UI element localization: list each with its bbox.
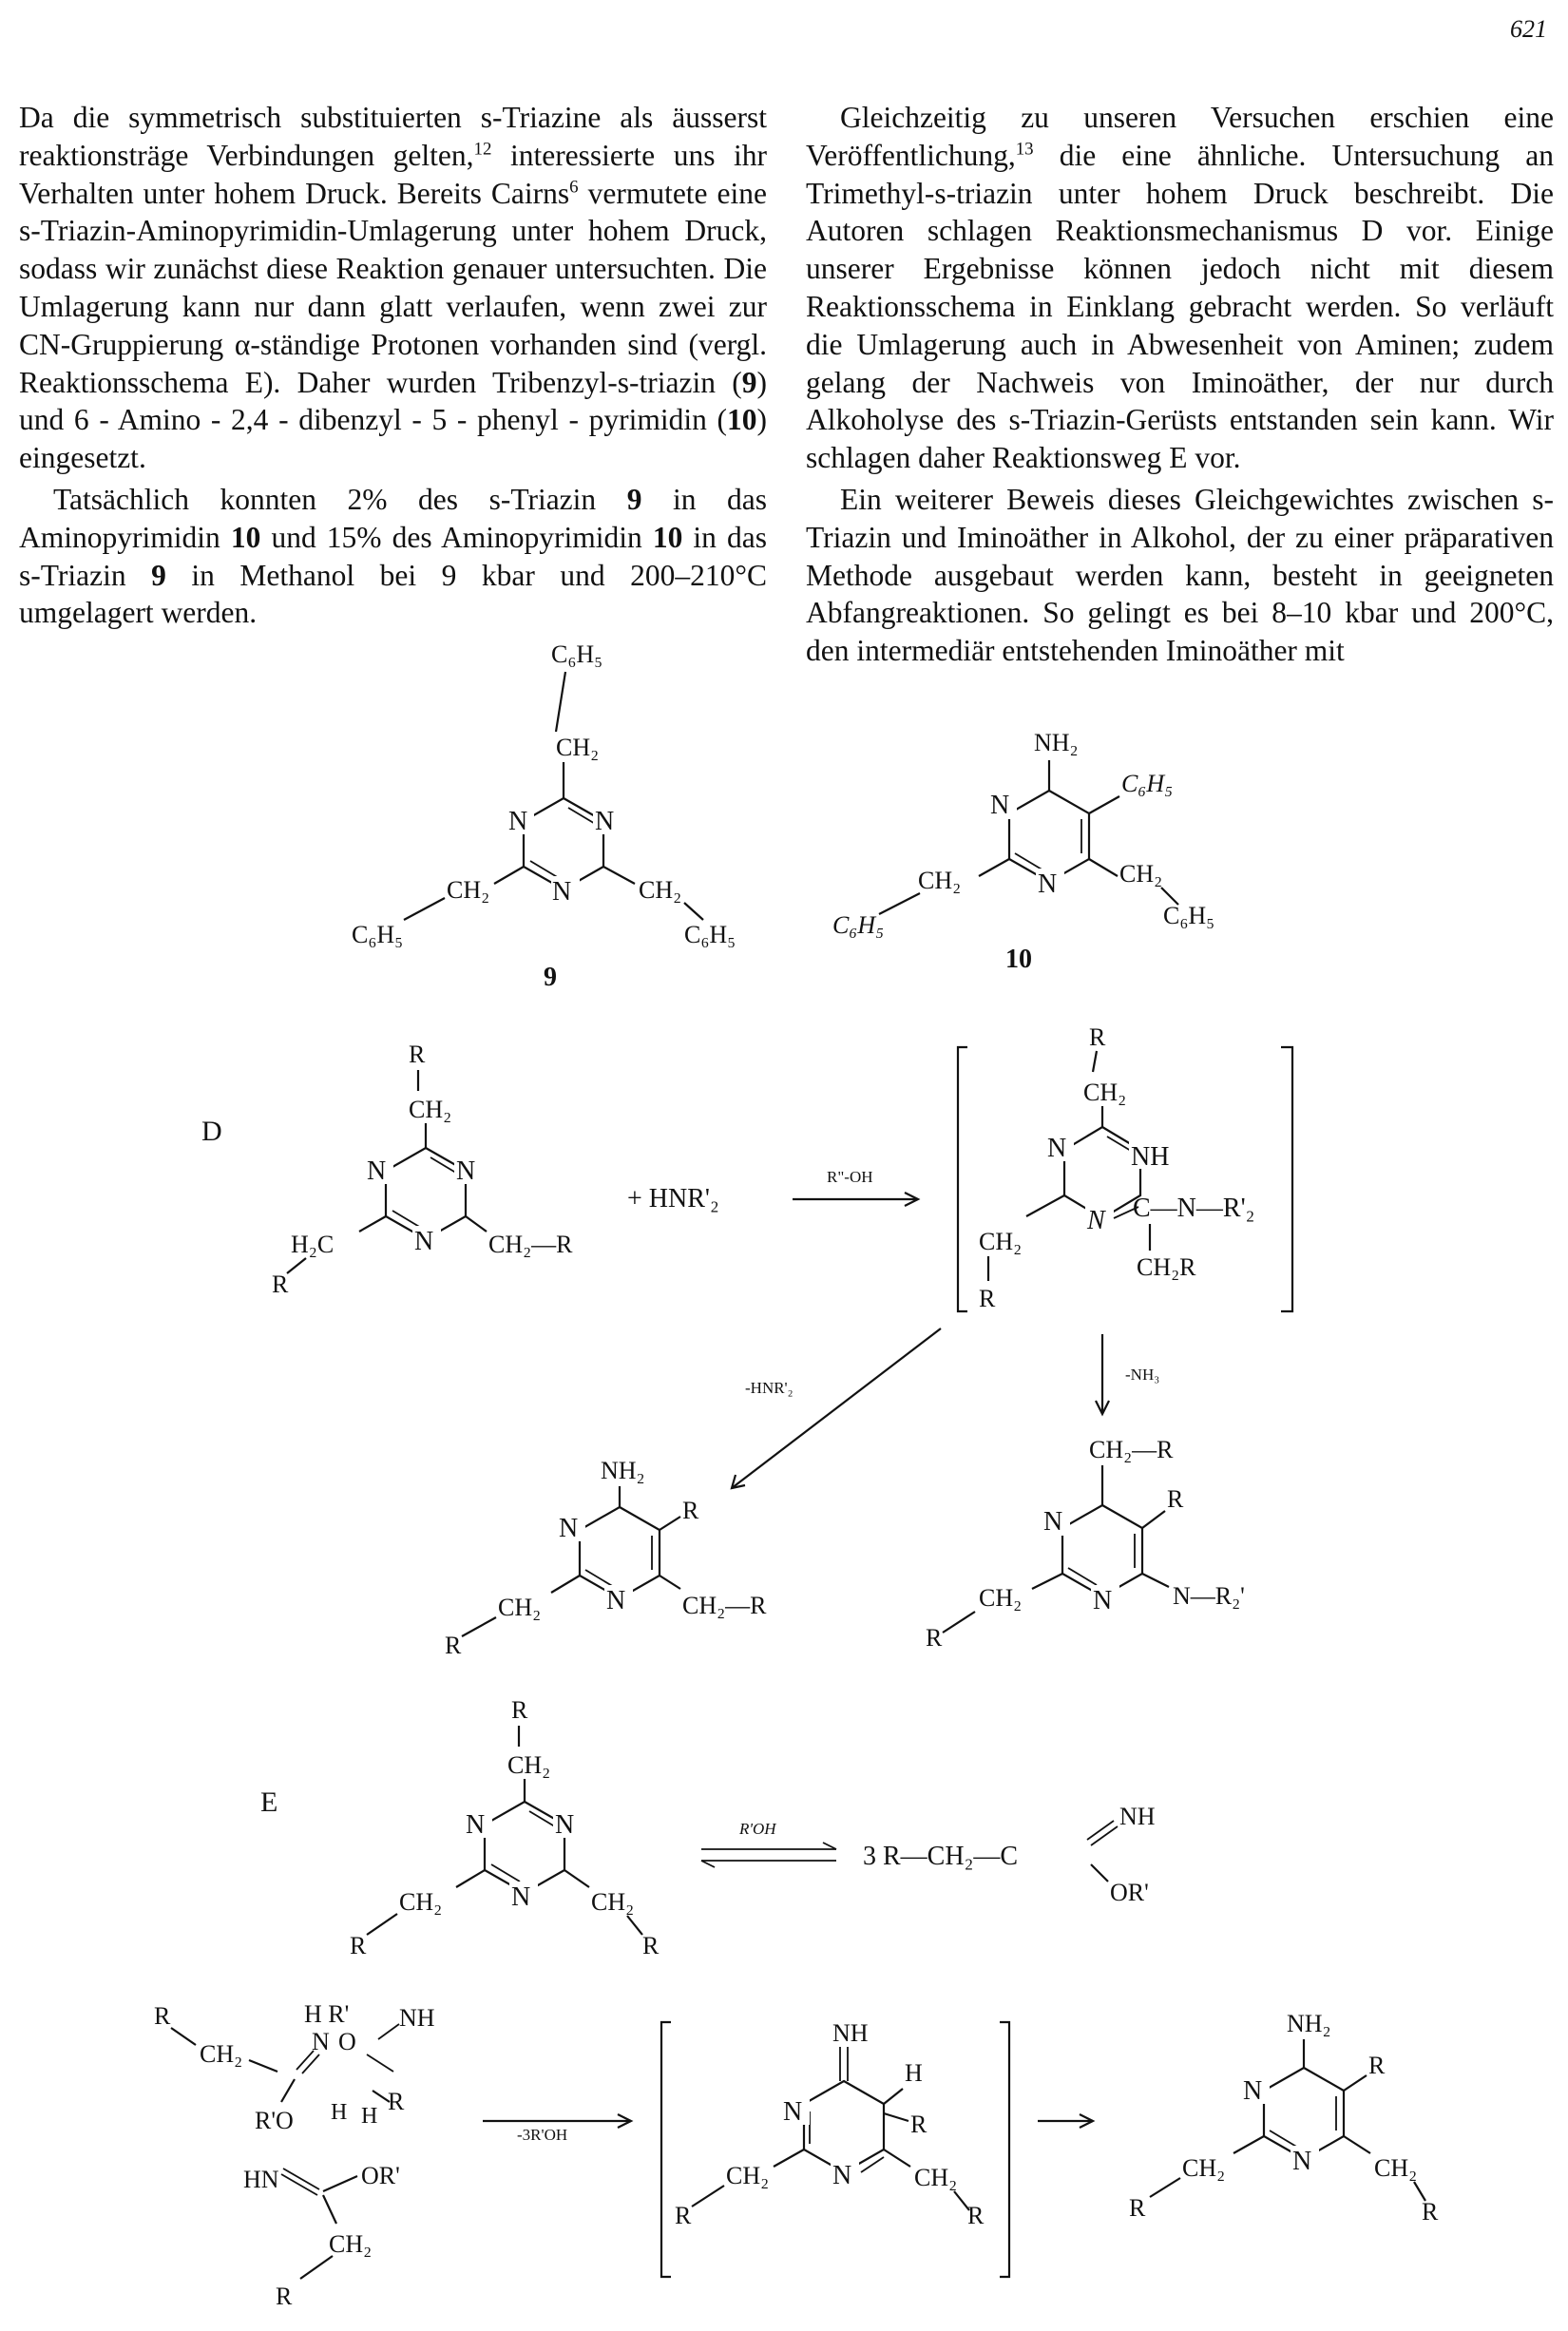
iminoether-product: 3 R—CH₂—C — [863, 1842, 1019, 1871]
r-label: R — [1129, 2194, 1146, 2222]
ring-n: N — [1043, 1507, 1063, 1537]
nh2-label: NH₂ — [601, 1457, 645, 1484]
ch2-label: CH₂ — [447, 876, 490, 904]
text-run: in das Aminopyrimidin — [19, 482, 767, 554]
ch2-label: CH₂ — [409, 1096, 452, 1123]
ch2-r-label: CH₂—R — [682, 1592, 767, 1619]
ring-n: N — [1292, 2147, 1312, 2176]
bond — [1344, 2075, 1367, 2091]
bond — [774, 2149, 804, 2167]
ch2-label: CH₂ — [399, 1888, 443, 1916]
bond — [884, 2149, 910, 2167]
compound-ref: 10 — [230, 520, 261, 554]
bond — [1089, 859, 1118, 876]
scheme-e — [154, 1696, 1439, 2310]
text-run: Da die symmetrisch substituierten s-Triazine als äusserst reaktionsträge Verbindungen gelten, — [19, 101, 767, 172]
bond — [323, 2195, 336, 2224]
double-bond — [302, 2054, 319, 2073]
ch2-r-label: CH₂—R — [488, 1231, 573, 1258]
bond — [627, 1916, 642, 1935]
double-bond — [1015, 853, 1043, 870]
double-bond — [1068, 1568, 1097, 1585]
ch2-label: CH₂ — [1374, 2154, 1418, 2182]
ch2-label: CH₂ — [200, 2040, 243, 2068]
ring-n: N — [1087, 1206, 1105, 1235]
nh2-label: NH₂ — [1034, 729, 1079, 756]
double-bond — [585, 1570, 614, 1587]
loss-label: -NH₃ — [1125, 1366, 1160, 1384]
bond — [564, 1870, 589, 1887]
compound-ref: 9 — [626, 482, 642, 516]
bond — [1142, 1511, 1165, 1528]
double-bond — [530, 861, 559, 878]
carbon-substituent: C—N—R'₂ — [1133, 1194, 1255, 1223]
c6h5-label: C₆H₅ — [551, 640, 603, 668]
reference-marker: 6 — [569, 177, 579, 198]
bond — [367, 1914, 397, 1935]
ring-n: N — [466, 1810, 486, 1840]
text-run: die eine ähnliche. Untersuchung an Trimethyl-s-triazin unter hohem Druck beschreibt. Die Autoren schlagen Reaktionsmechanismus D vor. Einige unserer Ergebnisse können jedoch nicht mit diesem Reaktionsschema in Einklang gebracht werden. So verläuft die Umlagerung auch in Abwesenheit von Aminen; zudem gelang der Nachweis von Iminoäther, der nur durch Alkoholyse des s-Triazin-Gerüsts entstanden sein kann. Wir schlagen daher Reaktionsweg E vor. — [806, 138, 1554, 475]
bond — [359, 1216, 386, 1232]
bond — [1093, 1051, 1097, 1072]
ring-n: N — [1093, 1586, 1113, 1615]
scheme-d-label: D — [201, 1116, 222, 1147]
bond — [367, 2054, 393, 2072]
nh-label: NH — [1119, 1803, 1156, 1830]
ch2-label: CH₂ — [639, 876, 682, 904]
ring-n: N — [990, 791, 1010, 820]
bond — [494, 867, 524, 884]
double-bond — [491, 1864, 520, 1882]
bond — [884, 2089, 903, 2104]
ring-n: N — [832, 2161, 852, 2190]
ring-n: N — [456, 1156, 476, 1186]
bond — [603, 867, 635, 884]
nh-label: NH — [832, 2019, 869, 2047]
triazine-ring — [386, 1148, 466, 1239]
ch2-label: CH₂ — [1182, 2154, 1226, 2182]
bond — [879, 893, 920, 914]
compound-9-label: 9 — [544, 963, 557, 992]
double-bond — [1270, 2130, 1298, 2148]
r-label: R — [1422, 2198, 1439, 2226]
r-label: R — [979, 1285, 996, 1312]
ring-n: N — [555, 1810, 575, 1840]
h2c-label: H₂C — [291, 1231, 335, 1258]
scheme-d — [201, 1023, 1292, 1659]
arrow-label: -3R'OH — [517, 2126, 568, 2144]
ring-n: N — [367, 1156, 387, 1186]
bond — [323, 2176, 357, 2191]
triazine-ring — [524, 798, 603, 889]
text-run: Tatsächlich konnten 2% des s-Triazin — [53, 482, 627, 516]
n-r2-label: N—R₂' — [1173, 1582, 1245, 1610]
arrowhead — [701, 1861, 715, 1867]
bond — [281, 2079, 295, 2102]
ch2-label: CH₂ — [918, 867, 962, 894]
arrowhead — [823, 1843, 836, 1849]
ring-n: N — [508, 807, 528, 836]
bond — [692, 2186, 724, 2207]
r-label: R — [1167, 1485, 1184, 1513]
bond — [1233, 2136, 1264, 2153]
text-run: in das s-Triazin — [19, 520, 767, 592]
bond — [551, 1576, 580, 1593]
text-run: Gleichzeitig zu unseren Versuchen erschien eine Veröffentlichung, — [806, 101, 1554, 172]
ring-n: N — [511, 1882, 531, 1912]
bracket-right — [1000, 2022, 1009, 2277]
h-label: H — [331, 2100, 348, 2125]
pyrimidine-ring — [1009, 791, 1089, 882]
r-label: R — [276, 2283, 293, 2310]
bond — [1142, 1574, 1169, 1587]
ch2-label: CH₂ — [556, 734, 600, 761]
c6h5-label: C₆H₅ — [684, 921, 736, 948]
reaction-arrow — [732, 1328, 941, 1488]
pyrimidine-ring — [1264, 2068, 1344, 2159]
ring-n: N — [1243, 2076, 1263, 2106]
ch2-label: CH₂ — [979, 1584, 1023, 1612]
c6h5-label: C₆H₅ — [1163, 902, 1215, 929]
ch2-label: CH₂ — [1083, 1079, 1127, 1106]
r-label: R — [1089, 1023, 1106, 1051]
pyrimidine-ring — [1062, 1505, 1142, 1596]
compound-ref: 10 — [727, 403, 757, 437]
scheme-e-label: E — [260, 1786, 278, 1818]
bond — [456, 1870, 485, 1887]
r-prime-o-label: R'O — [255, 2107, 294, 2134]
h-label: H — [905, 2059, 923, 2087]
double-bond — [392, 1211, 421, 1228]
r-label: R — [926, 1624, 943, 1652]
r-label: R — [272, 1271, 289, 1298]
hn-label: HN — [243, 2166, 279, 2193]
r-label: R — [511, 1696, 528, 1724]
bond — [884, 2113, 908, 2121]
reagent-label: + HNR'₂ — [627, 1184, 719, 1213]
bond — [1032, 1574, 1062, 1589]
arrow-label: R"-OH — [827, 1168, 873, 1186]
text-run: ) eingesetzt. — [19, 403, 767, 475]
bond — [660, 1517, 680, 1530]
r-label: R — [642, 1932, 660, 1959]
reference-marker: 12 — [473, 139, 492, 160]
ring-n: N — [1047, 1134, 1067, 1163]
pyrimidine-ring — [580, 1507, 660, 1598]
nh-label: NH — [399, 2004, 435, 2032]
ch2-label: CH₂ — [1119, 860, 1163, 888]
r-label: R — [675, 2202, 692, 2229]
bond — [1344, 2136, 1370, 2153]
ring-n: N — [1038, 869, 1058, 899]
nh2-label: NH₂ — [1287, 2010, 1331, 2037]
nh-label: NH — [1131, 1142, 1170, 1172]
ring-n: N — [783, 2097, 803, 2127]
ch2-label: CH₂ — [979, 1228, 1023, 1255]
r-label: R — [409, 1041, 426, 1068]
bond — [287, 1258, 306, 1273]
bond — [684, 903, 703, 920]
r-label: R — [682, 1497, 699, 1524]
compound-10-label: 10 — [1005, 945, 1032, 974]
ring-n: N — [606, 1586, 626, 1615]
bond — [300, 2256, 333, 2279]
ch2r-label: CH₂R — [1137, 1253, 1196, 1281]
text-run: in Methanol bei 9 kbar und 200–210°C umgelagert werden. — [19, 558, 767, 630]
or-label: OR' — [1110, 1879, 1149, 1906]
n-label: N — [312, 2028, 330, 2055]
arrow-label: R'OH — [739, 1820, 776, 1838]
dihydropyrimidine-ring — [804, 2081, 884, 2172]
compound-ref: 10 — [652, 520, 683, 554]
ch2-label: CH₂ — [914, 2164, 958, 2191]
ch2-label: CH₂ — [591, 1888, 635, 1916]
bond — [171, 2028, 196, 2045]
double-bond — [1087, 1821, 1114, 1840]
double-bond — [378, 2024, 399, 2039]
r-label: R — [388, 2088, 405, 2115]
triazine-ring — [485, 1802, 564, 1893]
ch2-label: CH₂ — [329, 2230, 373, 2258]
double-bond — [568, 808, 597, 825]
r-label: R — [910, 2111, 927, 2138]
bond — [1089, 796, 1119, 813]
bond — [1091, 1864, 1108, 1882]
c6h5-label: C₆H₅ — [832, 911, 885, 939]
r-label: R — [445, 1632, 462, 1659]
bracket-right — [1281, 1047, 1292, 1311]
c6h5-label: C₆H₅ — [352, 921, 404, 948]
r-label: R — [350, 1932, 367, 1959]
compound-ref: 9 — [151, 558, 166, 592]
bond — [1150, 2178, 1180, 2197]
ch2-label: CH₂ — [498, 1594, 542, 1621]
double-bond — [1091, 1826, 1118, 1845]
text-run: ) und 6 - Amino - 2,4 - dibenzyl - 5 - phenyl - pyrimidin ( — [19, 365, 767, 437]
compound-10-structure — [832, 729, 1214, 974]
page-number: 621 — [1510, 15, 1547, 43]
loss-label: -HNR'₂ — [745, 1379, 794, 1397]
bond — [943, 1612, 975, 1633]
ch2-label: CH₂ — [726, 2162, 770, 2189]
compound-ref: 9 — [741, 365, 757, 399]
h-label: H — [361, 2104, 378, 2129]
bracket-left — [958, 1047, 967, 1311]
ch2-label: CH₂ — [507, 1751, 551, 1779]
ring-n: N — [414, 1227, 434, 1256]
compound-9-structure — [352, 640, 736, 992]
bond — [466, 1216, 487, 1232]
ring-n: N — [595, 807, 615, 836]
hr-label: H R' — [304, 2000, 350, 2028]
bond — [979, 859, 1009, 876]
text-run: Ein weiterer Beweis dieses Gleichgewichtes zwischen s-Triazin und Iminoäther in Alkohol, der zu einer präparativen Methode ausgebaut werden kann, besteht in geeigneten Abfangreaktionen. So gelingt es bei 8–10 kbar und 200°C, den intermediär entstehenden Iminoäther mit — [806, 482, 1554, 668]
bond — [249, 2060, 277, 2072]
o-label: O — [338, 2028, 356, 2055]
text-run: vermutete eine s-Triazin-Aminopyrimidin-Umlagerung unter hohem Druck, sodass wir zunächst diese Reaktion genauer untersuchten. Die Umlagerung kann nur dann glatt verlaufen, wenn zwei zur CN-Gruppierung α-ständige Protonen vorhanden sind (vergl. Reaktionsschema E). Daher wurden Tribenzyl-s-triazin ( — [19, 176, 767, 399]
r-label: R — [967, 2202, 985, 2229]
r-label: R — [154, 2002, 171, 2030]
bond — [462, 1617, 496, 1636]
bond — [556, 672, 565, 732]
bracket-left — [661, 2022, 671, 2277]
bond — [660, 1576, 680, 1589]
text-run: und 15% des Aminopyrimidin — [260, 520, 653, 554]
or-label: OR' — [361, 2162, 400, 2189]
c6h5-label: C₆H₅ — [1121, 770, 1174, 797]
ring-n: N — [552, 877, 572, 907]
r-label: R — [1368, 2052, 1386, 2079]
ring-n: N — [559, 1514, 579, 1543]
bond — [404, 898, 445, 920]
ch2-r-label: CH₂—R — [1089, 1436, 1174, 1463]
reference-marker: 13 — [1015, 139, 1034, 160]
text-run: interessierte uns ihr Verhalten unter hohem Druck. Bereits Cairns — [19, 138, 767, 210]
bond — [1026, 1195, 1064, 1216]
